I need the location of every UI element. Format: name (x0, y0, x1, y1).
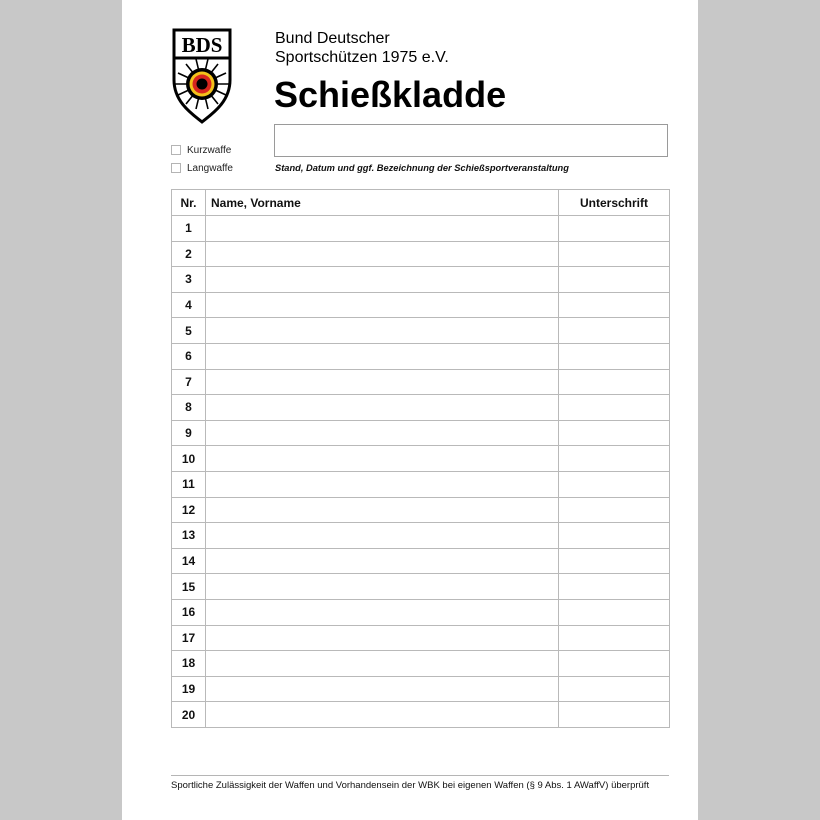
name-cell[interactable] (206, 548, 559, 574)
table-row (172, 523, 670, 549)
signature-cell[interactable] (559, 343, 670, 369)
signature-cell[interactable] (559, 292, 670, 318)
row-number: 10 (172, 446, 206, 472)
name-cell[interactable] (206, 471, 559, 497)
name-cell[interactable] (206, 625, 559, 651)
table-row (172, 369, 670, 395)
row-number: 16 (172, 599, 206, 625)
signature-cell[interactable] (559, 446, 670, 472)
kurzwaffe-checkbox[interactable] (171, 145, 181, 155)
table-row (172, 574, 670, 600)
table-header-row (172, 190, 670, 216)
signature-cell[interactable] (559, 523, 670, 549)
name-cell[interactable] (206, 574, 559, 600)
row-number: 12 (172, 497, 206, 523)
row-number: 15 (172, 574, 206, 600)
organization-name (275, 29, 449, 67)
name-cell[interactable] (206, 446, 559, 472)
name-cell[interactable] (206, 318, 559, 344)
table-row (172, 343, 670, 369)
signature-cell[interactable] (559, 267, 670, 293)
name-cell[interactable] (206, 292, 559, 318)
row-number: 2 (172, 241, 206, 267)
signature-cell[interactable] (559, 651, 670, 677)
langwaffe-label: Langwaffe (187, 162, 233, 174)
row-number: 7 (172, 369, 206, 395)
name-cell[interactable] (206, 343, 559, 369)
table-row (172, 676, 670, 702)
name-cell[interactable] (206, 523, 559, 549)
row-number: 8 (172, 395, 206, 421)
option-kurzwaffe[interactable] (171, 144, 231, 156)
row-number: 3 (172, 267, 206, 293)
langwaffe-checkbox[interactable] (171, 163, 181, 173)
table-row (172, 318, 670, 344)
signature-cell[interactable] (559, 216, 670, 242)
header-nr: Nr. (172, 190, 206, 216)
signature-cell[interactable] (559, 548, 670, 574)
table-row (172, 267, 670, 293)
name-cell[interactable] (206, 216, 559, 242)
footer-note: Sportliche Zulässigkeit der Waffen und Vorhandensein der WBK bei eigenen Waffen (§ 9 Abs. 1 AWaffV) überprüft (171, 780, 650, 791)
document-page (122, 0, 698, 820)
table-row (172, 395, 670, 421)
name-cell[interactable] (206, 599, 559, 625)
name-cell[interactable] (206, 651, 559, 677)
table-row (172, 216, 670, 242)
header-signature: Unterschrift (559, 190, 670, 216)
signature-cell[interactable] (559, 676, 670, 702)
table-row (172, 548, 670, 574)
signature-cell[interactable] (559, 497, 670, 523)
name-cell[interactable] (206, 420, 559, 446)
signature-cell[interactable] (559, 599, 670, 625)
name-cell[interactable] (206, 369, 559, 395)
page-title: Schießkladde (274, 74, 507, 115)
row-number: 20 (172, 702, 206, 728)
table-row (172, 625, 670, 651)
row-number: 5 (172, 318, 206, 344)
row-number: 1 (172, 216, 206, 242)
organization-line-1: Bund Deutscher (275, 30, 390, 47)
participant-table (171, 189, 670, 728)
table-row (172, 497, 670, 523)
name-cell[interactable] (206, 241, 559, 267)
name-cell[interactable] (206, 676, 559, 702)
footer-divider (171, 775, 669, 776)
row-number: 18 (172, 651, 206, 677)
table-row (172, 702, 670, 728)
kurzwaffe-label: Kurzwaffe (187, 144, 232, 156)
signature-cell[interactable] (559, 471, 670, 497)
table-row (172, 446, 670, 472)
signature-cell[interactable] (559, 702, 670, 728)
row-number: 4 (172, 292, 206, 318)
row-number: 17 (172, 625, 206, 651)
table-row (172, 292, 670, 318)
row-number: 9 (172, 420, 206, 446)
name-cell[interactable] (206, 497, 559, 523)
event-field[interactable] (274, 124, 668, 157)
row-number: 6 (172, 343, 206, 369)
table-row (172, 599, 670, 625)
row-number: 11 (172, 471, 206, 497)
row-number: 13 (172, 523, 206, 549)
option-langwaffe[interactable] (171, 162, 233, 174)
signature-cell[interactable] (559, 241, 670, 267)
signature-cell[interactable] (559, 574, 670, 600)
signature-cell[interactable] (559, 369, 670, 395)
event-field-caption: Stand, Datum und ggf. Bezeichnung der Schießsportveranstaltung (275, 163, 569, 173)
row-number: 14 (172, 548, 206, 574)
table-row (172, 241, 670, 267)
bds-logo (172, 28, 232, 124)
logo-letters: BDS (181, 33, 223, 57)
name-cell[interactable] (206, 702, 559, 728)
signature-cell[interactable] (559, 625, 670, 651)
table-row (172, 420, 670, 446)
signature-cell[interactable] (559, 318, 670, 344)
row-number: 19 (172, 676, 206, 702)
name-cell[interactable] (206, 395, 559, 421)
signature-cell[interactable] (559, 420, 670, 446)
table-row (172, 651, 670, 677)
header-name: Name, Vorname (206, 190, 559, 216)
name-cell[interactable] (206, 267, 559, 293)
table-row (172, 471, 670, 497)
signature-cell[interactable] (559, 395, 670, 421)
organization-line-2: Sportschützen 1975 e.V. (275, 49, 449, 66)
